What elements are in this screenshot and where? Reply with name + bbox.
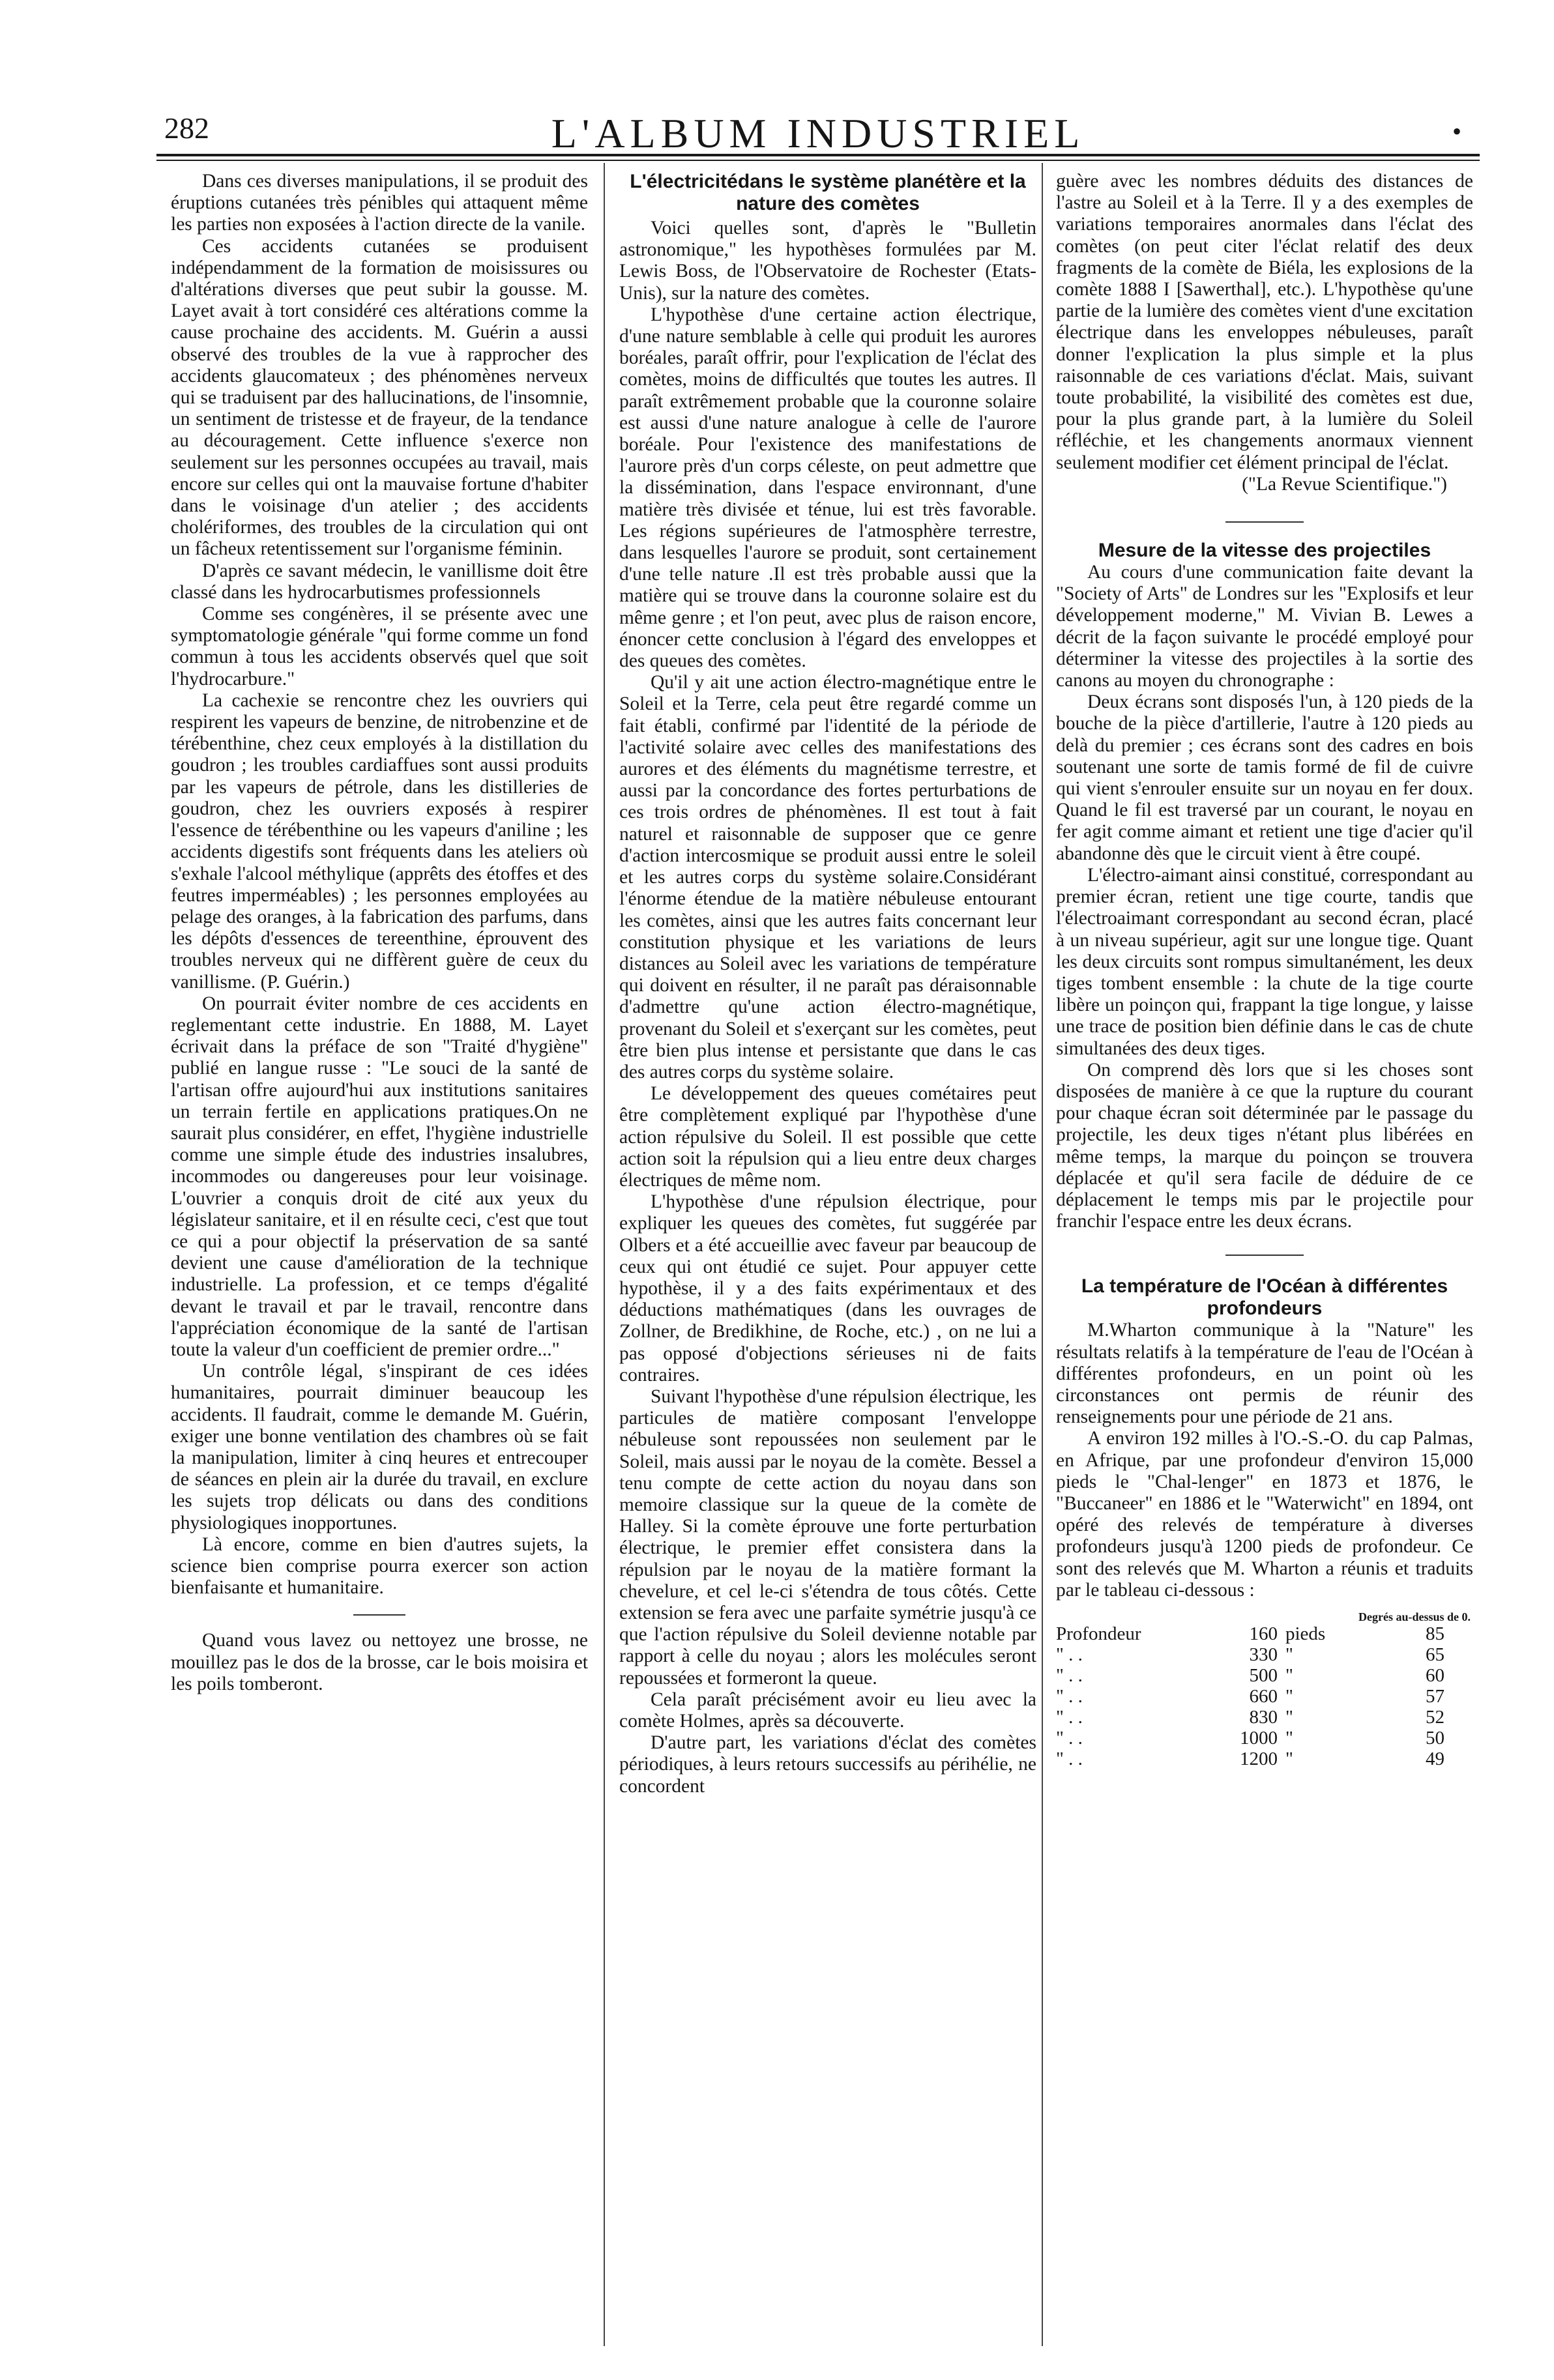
page-number: 282 <box>164 111 209 145</box>
article-heading-projectiles: Mesure de la vitesse des projectiles <box>1098 540 1431 562</box>
col3-paragraph: Au cours d'une communication faite devant la "Society of Arts" de Londres sur les "Explosifs et leur développement moderne," M. Vivian B. Lewes a décrit de la façon suivante le procédé employé pour déterminer la vitesse des projectiles à la sortie des canons au moyen du chronographe : <box>1056 562 1473 691</box>
col2-paragraph: Qu'il y ait une action électro-magnétique entre le Soleil et la Terre, cela peut être regardé comme un fait établi, confirmé par l'identité de la période de l'activité solaire avec celles des manifestations des aurores et des éléments du magnétisme terrestre, et aussi par la concordance des fortes perturbations de ces trois ordres de phénomènes. Il est tout à fait naturel et raisonnable de supposer que ce genre d'action intercosmique se produit aussi entre le soleil et les autres corps du système solaire.Considérant l'énorme étendue de la matière nébuleuse entourant les comètes, ainsi que les autres faits concernant leur constitution physique et les variations de leurs distances au Soleil avec les variations de température qui doivent en résulter, il ne paraît pas déraisonnable d'admettre qu'une action électro-magnétique, provenant du Soleil et s'exerçant sur les comètes, peut être bien plus intense et persistante que dans le cas des autres corps du système solaire. <box>619 672 1036 1082</box>
section-separator <box>1225 521 1304 523</box>
col3-paragraph: L'électro-aimant ainsi constitué, correspondant au premier écran, retient une tige courte, tandis que l'électroaimant correspondant au second écran, placé à un niveau supérieur, agit sur une longue tige. Quant les deux circuits sont rompus simultanément, les deux tiges tombent ensemble : la chute de la tige courte libère un poinçon qui, frappant la tige longue, y laisse une trace de position bien définie dans le cas de chute simultanées des deux tiges. <box>1056 864 1473 1059</box>
row-depth: 660 <box>1249 1685 1278 1707</box>
col1-closing-note: Quand vous lavez ou nettoyez une brosse, ne mouillez pas le dos de la brosse, car le bois moisira et les poils tomberont. <box>171 1630 588 1694</box>
article-heading-ocean-temperature: La température de l'Océan à différentes profondeurs <box>1081 1275 1448 1320</box>
col1-paragraph: Comme ses congénères, il se présente avec une symptomatologie générale "qui forme comme un fond commun à tous les accidents observés quel que soit l'hydrocarbure." <box>171 603 588 689</box>
col1-paragraph: Un contrôle légal, s'inspirant de ces idées humanitaires, pourrait diminuer beaucoup les accidents. Il faudrait, comme le demande M. Guérin, exiger une bonne ventilation des chambres où se fait la manipulation, limiter à cinq heures et entrecouper de séances en plein air la durée du travail, en exclure les sujets trop délicats ou dans des conditions physiologiques inopportunes. <box>171 1361 588 1533</box>
row-label: " . . <box>1056 1644 1083 1665</box>
table-row <box>1056 1686 1473 1707</box>
table-row <box>1056 1749 1473 1769</box>
col3-paragraph: M.Wharton communique à la "Nature" les résultats relatifs à la température de l'eau de l'Océan à différentes profondeurs, en un point où les circonstances ont permis de réunir des renseignements pour une période de 21 ans. <box>1056 1320 1473 1428</box>
row-degrees: 49 <box>1426 1748 1444 1769</box>
section-separator <box>353 1614 405 1616</box>
col2-paragraph: L'hypothèse d'une répulsion électrique, pour expliquer les queues des comètes, fut suggérée par Olbers et a été accueillie avec faveur par beaucoup de ceux qui ont étudié ce sujet. Pour appuyer cette hypothèse, il y a des faits expérimentaux et des déductions mathématiques (dans les ouvrages de Zollner, de Bredikhine, de Roche, etc.) , on ne lui a pas opposé d'objections sérieuses ni de faits contraires. <box>619 1191 1036 1386</box>
table-row <box>1056 1728 1473 1749</box>
column-1 <box>171 171 588 1695</box>
row-unit: " <box>1285 1664 1293 1686</box>
col1-paragraph: On pourrait éviter nombre de ces accidents en reglementant cette industrie. En 1888, M. Layet écrivait dans la préface de son "Traité d'hygiène" publié en langue russe : "Le souci de la santé de l'artisan offre aujourd'hui aux institutions sanitaires un terrain fertile en applications pratiques.On ne saurait plus considérer, en effet, l'hygiène industrielle comme une simple étude des industries insalubres, incommodes ou dangereuses pour leur voisinage. L'ouvrier a conquis droit de cité aux yeux du législateur sanitaire, et il en résulte ceci, c'est que tout ce qui a pour objectif la préservation de sa santé devient une cause d'amélioration de la technique industrielle. La profession, et ce temps d'égalité devant le travail et par le travail, rencontre dans l'appréciation économique de la santé de l'artisan toute la valeur d'un coefficient de premier ordre..." <box>171 993 588 1360</box>
table-row <box>1056 1623 1473 1644</box>
col1-paragraph: Là encore, comme en bien d'autres sujets, la science bien comprise pourra exercer son action bienfaisante et humanitaire. <box>171 1533 588 1599</box>
col2-paragraph: L'hypothèse d'une certaine action électrique, d'une nature semblable à celle qui produit les aurores boréales, paraît offrir, pour l'explication de l'éclat des comètes, moins de difficultés que toutes les autres. Il paraît extrêmement probable que la couronne solaire est aussi d'une nature analogue à celle de l'aurore boréale. Pour l'existence des manifestations de l'aurore près d'un corps céleste, on peut admettre que la dissémination, dans l'espace environnant, d'une matière très divisée et ténue, lui est très favorable. Les régions supérieures de l'atmosphère terrestre, dans lesquelles l'aurore se produit, sont certainement d'une telle nature .Il est très probable aussi que la matière qui se trouve dans la couronne solaire est du même genre ; et l'on peut, avec plus de raison encore, énoncer cette conclusion à l'égard des enveloppes et des queues des comètes. <box>619 304 1036 672</box>
row-label: " . . <box>1056 1727 1083 1749</box>
column-2 <box>619 171 1036 1797</box>
col2-paragraph: D'autre part, les variations d'éclat des comètes périodiques, à leurs retours successifs au périhélie, ne concordent <box>619 1732 1036 1797</box>
row-label: Profondeur <box>1056 1623 1141 1644</box>
row-degrees: 57 <box>1426 1685 1444 1707</box>
col3-paragraph: A environ 192 milles à l'O.-S.-O. du cap Palmas, en Afrique, par une profondeur d'environ 15,000 pieds le "Chal-lenger" en 1873 et 1876, le "Buccaneer" en 1886 et le "Waterwicht" en 1894, ont opéré des relevés de température à diverses profondeurs jusqu'à 1200 pieds de profondeur. Ce sont des relevés que M. Wharton a réunis et traduits par le tableau ci-dessous : <box>1056 1428 1473 1601</box>
row-degrees: 50 <box>1426 1727 1444 1749</box>
col2-paragraph: Cela paraît précisément avoir eu lieu avec la comète Holmes, après sa découverte. <box>619 1689 1036 1732</box>
row-unit: " <box>1285 1748 1293 1769</box>
col2-paragraph: Voici quelles sont, d'après le "Bulletin astronomique," les hypothèses formulées par M. Lewis Boss, de l'Observatoire de Rochester (Etats-Unis), sur la nature des comètes. <box>619 218 1036 304</box>
row-label: " . . <box>1056 1706 1083 1728</box>
row-depth: 830 <box>1249 1706 1278 1728</box>
col1-paragraph: Dans ces diverses manipulations, il se produit des éruptions cutanées très pénibles qui attaquent même les parties non exposées à l'action directe de la vanile. <box>171 171 588 235</box>
column-3 <box>1056 171 1473 1769</box>
article-heading-electricity: L'électricitédans le système planétère et la nature des comètes <box>630 171 1026 214</box>
table-header-degrees: Degrés au-dessus de 0. <box>1358 1610 1471 1623</box>
row-depth: 1000 <box>1240 1727 1278 1749</box>
col1-paragraph: D'après ce savant médecin, le vanillisme doit être classé dans les hydrocarbutismes professionnels <box>171 560 588 603</box>
header-rule-thick <box>156 154 1480 156</box>
row-degrees: 85 <box>1426 1623 1444 1644</box>
article-source: ("La Revue Scientifique.") <box>1242 473 1447 495</box>
row-depth: 330 <box>1249 1644 1278 1665</box>
page-header <box>156 109 1480 155</box>
row-depth: 500 <box>1249 1664 1278 1686</box>
row-unit: pieds <box>1285 1623 1326 1644</box>
col3-continued-paragraph: guère avec les nombres déduits des distances de l'astre au Soleil et à la Terre. Il y a des exemples de variations temporaires anormales dans l'éclat des comètes (on peut citer l'éclat relatif des deux fragments de la comète de Biéla, les explosions de la comète 1888 I [Sawerthal], etc.). L'hypothèse qu'une partie de la lumière des comètes vient d'une excitation électrique dans les enveloppes nébuleuses, paraît donner l'explication la plus simple et la plus raisonnable de ces variations d'éclat. Mais, suivant toute probabilité, la visibilité des comètes est due, pour la plus grande part, à la lumière du Soleil réfléchie, et les changements anormaux viennent seulement modifier cet élément principal de l'éclat. <box>1056 171 1473 473</box>
table-row <box>1056 1665 1473 1686</box>
col3-paragraph: On comprend dès lors que si les choses sont disposées de manière à ce que la rupture du courant pour chaque écran soit déterminée par le passage du projectile, les deux tiges n'étant plus libérées en même temps, la marque du poinçon se trouvera déplacée et qu'il sera facile de déduire de ce déplacement le temps mis par le projectile pour franchir l'espace entre les deux écrans. <box>1056 1059 1473 1232</box>
header-mark: • <box>1452 117 1461 146</box>
header-rule-thin <box>156 160 1480 161</box>
running-head-title: L'ALBUM INDUSTRIEL <box>551 110 1085 156</box>
column-divider-2 <box>1042 163 1043 2346</box>
table-row <box>1056 1644 1473 1665</box>
row-unit: " <box>1285 1727 1293 1749</box>
row-label: " . . <box>1056 1748 1083 1769</box>
temperature-table <box>1056 1610 1473 1769</box>
col2-paragraph: Le développement des queues cométaires peut être complètement expliqué par l'hypothèse d'une action répulsive du Soleil. Il est possible que cette action soit la répulsion qui a lieu entre deux charges électriques de même nom. <box>619 1083 1036 1191</box>
row-depth: 1200 <box>1240 1748 1278 1769</box>
table-row <box>1056 1707 1473 1728</box>
col1-paragraph: Ces accidents cutanées se produisent indépendamment de la formation de moisissures ou d'altérations diverses que peut subir la gousse. M. Layet avait à tort considéré ces altérations comme la cause prochaine des accidents. M. Guérin a aussi observé des troubles de la vue à rapprocher des accidents glaucomateux ; des phénomènes nerveux qui se traduisent par des hallucinations, de l'insomnie, un sentiment de tristesse et de frayeur, de la tendance au découragement. Cette influence s'exerce non seulement sur les personnes occupées au travail, mais encore sur celles qui ont la mauvaise fortune d'habiter dans le voisinage d'un atelier ; des accidents cholériformes, des troubles de la circulation qui ont un fâcheux retentissement sur l'organisme féminin. <box>171 235 588 560</box>
column-divider-1 <box>604 163 605 2346</box>
row-degrees: 52 <box>1426 1706 1444 1728</box>
table-header-row <box>1056 1610 1473 1623</box>
row-unit: " <box>1285 1644 1293 1665</box>
col2-paragraph: Suivant l'hypothèse d'une répulsion électrique, les particules de matière composant l'enveloppe nébuleuse sont repoussées non seulement par le Soleil, mais aussi par le noyau de la comète. Bessel a tenu compte de cette action du noyau dans son memoire classique sur la queue de la comète de Halley. Si la comète éprouve une forte perturbation électrique, le premier effet consistera dans la répulsion par le noyau de la matière formant la chevelure, et cel le-ci s'étendra de tous côtés. Cette extension se fera avec une parfaite symétrie jusqu'à ce que l'action répulsive du Soleil devienne notable par rapport à celle du noyau ; alors les molécules seront repoussées et formeront la queue. <box>619 1386 1036 1689</box>
col3-paragraph: Deux écrans sont disposés l'un, à 120 pieds de la bouche de la pièce d'artillerie, l'autre à 120 pieds au delà du premier ; ces écrans sont des cadres en bois soutenant une sorte de tamis formé de fil de cuivre qui vient s'enrouler ensuite sur un noyau en fer doux. Quand le fil est traversé par un courant, le noyau en fer agit comme aimant et retient une tige d'acier qu'il abandonne dès que le circuit vient à être coupé. <box>1056 691 1473 864</box>
row-degrees: 65 <box>1426 1644 1444 1665</box>
row-label: " . . <box>1056 1685 1083 1707</box>
row-unit: " <box>1285 1685 1293 1707</box>
section-separator <box>1225 1255 1304 1256</box>
row-unit: " <box>1285 1706 1293 1728</box>
row-degrees: 60 <box>1426 1664 1444 1686</box>
row-label: " . . <box>1056 1664 1083 1686</box>
col1-paragraph: La cachexie se rencontre chez les ouvriers qui respirent les vapeurs de benzine, de nitrobenzine et de térébenthine, chez ceux employés à la distillation du goudron ; les troubles cardiaffues sont aussi produits par les vapeurs de pétrole, dans les distilleries de goudron, chez les ouvriers exposés à respirer l'essence de térébenthine ou les vapeurs d'aniline ; les accidents digestifs sont fréquents dans les ateliers où s'exhale l'alcool méthylique (apprêts des étoffes et des feutres imperméables) ; les personnes employées au pelage des oranges, à la fabrication des parfums, dans les dépôts d'essences de tereenthine, éprouvent des troubles nerveux qui ne diffèrent guère de ceux du vanillisme. (P. Guérin.) <box>171 689 588 993</box>
row-depth: 160 <box>1249 1623 1278 1644</box>
